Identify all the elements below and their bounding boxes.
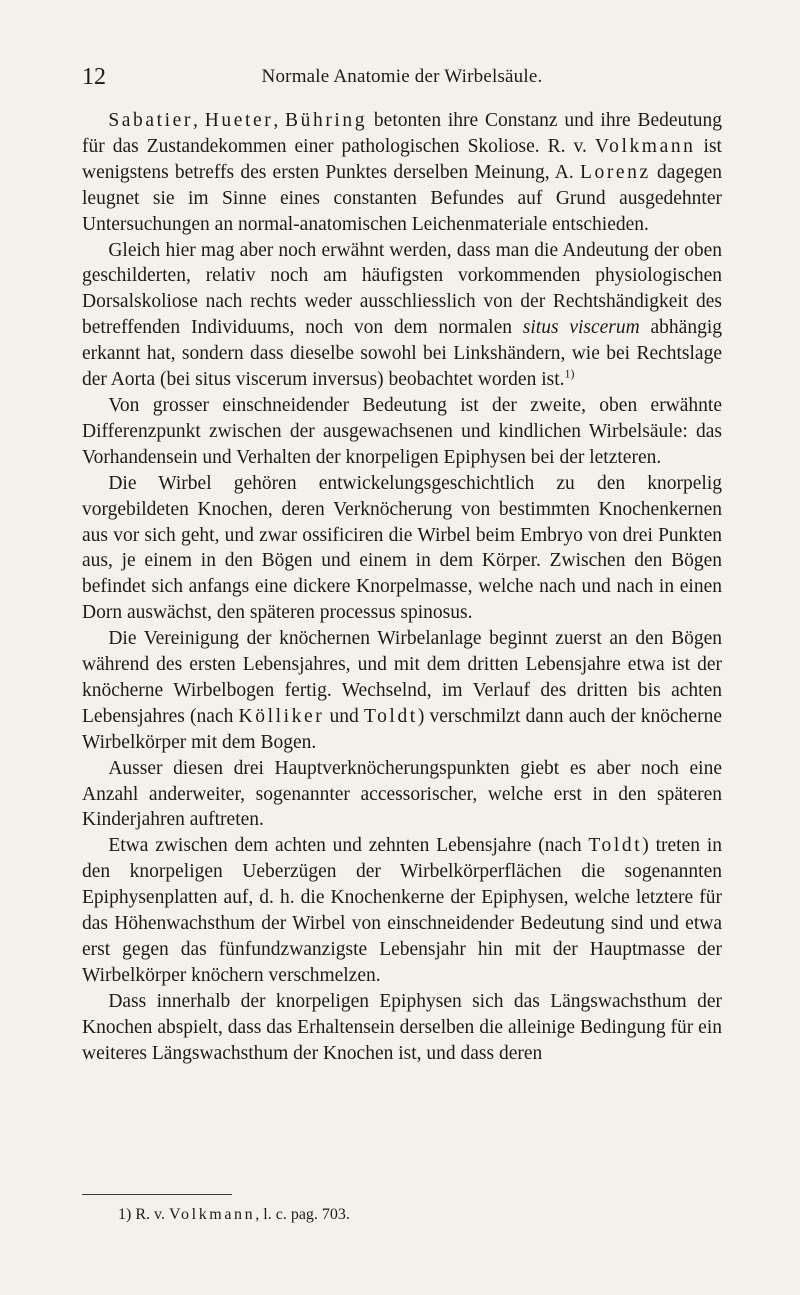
text-run: abhängig erkannt hat, sondern dass dieselbe sowohl bei Linkshändern, wie bei Rechtslage der Aorta (bei situs viscerum inversus) beobachtet worden ist. — [82, 317, 722, 391]
author-name: Bühring — [285, 110, 368, 131]
running-title: Normale Anatomie der Wirbelsäule. — [261, 66, 543, 87]
paragraph-3: Von grosser einschneidender Bedeutung ist der zweite, oben erwähnte Differenzpunkt zwischen der ausgewachsenen und kindlichen Wirbelsäule: das Vorhandensein und Verhalten der knorpeligen Epiphysen bei der letzteren. — [82, 394, 722, 468]
footnote-marker: 1) — [118, 1206, 132, 1223]
paragraph-7 — [82, 833, 722, 988]
text-run: R. v. — [131, 1206, 169, 1223]
text-run: dagegen leugnet sie im Sinne eines constanten Befundes auf Grund ausgedehnter Untersuchungen an normal-anatomischen Leichenmateriale entschieden. — [82, 161, 723, 235]
footnote-reference: 1) — [564, 366, 575, 381]
paragraph-1 — [82, 108, 722, 238]
text-run: ) treten in den knorpeligen Ueberzügen der Wirbelkörperflächen die sogenannten Epiphysenplatten auf, d. h. die Knochenkerne der Epiphysen, welche letztere für das Höhenwachsthum der Wirbel von einschneidender Bedeutung sind und etwa erst gegen das fünfundzwanzigste Lebensjahr hin mit der Hauptmasse der Wirbelkörper knöchern verschmelzen. — [82, 835, 722, 986]
author-name: Toldt — [588, 835, 643, 857]
text-run: , — [193, 110, 205, 131]
author-name: Kölliker — [238, 705, 325, 727]
footnote — [118, 1205, 718, 1225]
body-text — [82, 108, 722, 1067]
text-run: Gleich hier mag aber noch erwähnt werden, dass man die Andeutung der oben geschilderten, relativ noch am häufigsten vorkommenden physiologischen Dorsalskoliose nach rechts weder ausschliesslich von der Rechtshändigkeit des betreffenden Individuums, noch von dem normalen — [82, 239, 722, 339]
paragraph-2 — [82, 238, 722, 393]
text-run: Die Vereinigung der knöchernen Wirbelanlage beginnt zuerst an den Bögen während des ersten Lebensjahres, und mit dem dritten Lebensjahre etwa ist der knöcherne Wirbelbogen fertig. Wechselnd, im Verlauf des dritten bis achten Lebensjahres (nach — [82, 628, 722, 727]
text-run: , — [273, 110, 286, 131]
text-run: ) verschmilzt dann auch der knöcherne Wirbelkörper mit dem Bogen. — [82, 705, 722, 753]
author-name: Sabatier — [108, 110, 194, 131]
text-run: betonten ihre Constanz und ihre Bedeutung für das Zustandekommen einer pathologischen Skoliose. R. v. — [82, 110, 722, 157]
footnote-divider — [82, 1194, 232, 1195]
page-header — [82, 62, 722, 92]
paragraph-4: Die Wirbel gehören entwickelungsgeschichtlich zu den knorpelig vorgebildeten Knochen, deren Verknöcherung von bestimmten Knochenkernen aus vor sich geht, und zwar ossificiren die Wirbel beim Embryo von drei Punkten aus, je einem in den Bögen und einem in dem Körper. Zwischen den Bögen befindet sich anfangs eine dickere Knorpelmasse, welche nach und nach in einen Dorn auswächst, den späteren processus spinosus. — [82, 472, 722, 624]
author-name: Volkmann — [594, 135, 696, 157]
author-name: Lorenz — [579, 161, 651, 183]
author-name: Hueter — [204, 110, 274, 131]
italic-term: situs viscerum — [522, 317, 640, 339]
author-name: Volkmann — [168, 1206, 256, 1223]
page-number: 12 — [82, 64, 106, 90]
text-run: und — [324, 705, 364, 727]
paragraph-8: Dass innerhalb der knorpeligen Epiphysen sich das Längswachsthum der Knochen abspielt, dass das Erhaltensein derselben die alleinige Bedingung für ein weiteres Längswachsthum der Knochen ist, und dass deren — [82, 990, 722, 1064]
text-run: , l. c. pag. 703. — [255, 1206, 350, 1223]
text-run: Etwa zwischen dem achten und zehnten Lebensjahre (nach — [108, 835, 589, 857]
author-name: Toldt — [363, 705, 418, 727]
text-run: ist wenigstens betreffs des ersten Punktes derselben Meinung, A. — [82, 135, 722, 183]
paragraph-5 — [82, 626, 722, 756]
paragraph-6: Ausser diesen drei Hauptverknöcherungspunkten giebt es aber noch eine Anzahl anderweiter, sogenannter accessorischer, welche erst in den späteren Kinderjahren auftreten. — [82, 757, 722, 831]
